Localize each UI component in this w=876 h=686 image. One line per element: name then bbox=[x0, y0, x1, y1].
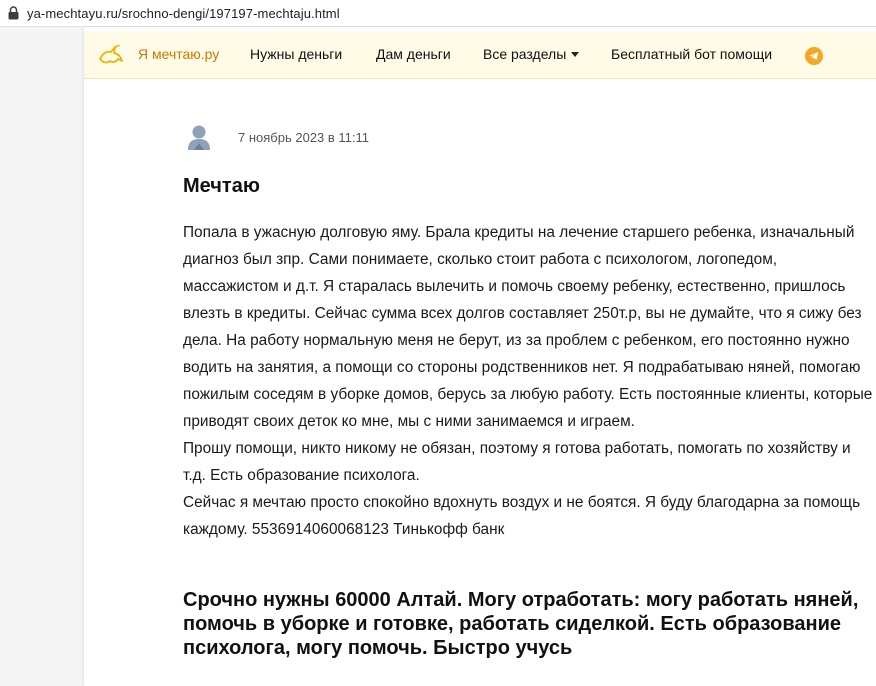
page-content bbox=[84, 27, 876, 686]
nav-free-bot[interactable]: Бесплатный бот помощи bbox=[611, 46, 773, 62]
url-text[interactable]: ya-mechtayu.ru/srochno-dengi/197197-mechtaju.html bbox=[27, 5, 340, 21]
site-logo-text[interactable]: Я мечтаю.ру bbox=[138, 46, 220, 62]
post-title: Мечтаю bbox=[183, 175, 260, 197]
chevron-down-icon bbox=[571, 52, 579, 57]
nav-need-money[interactable]: Нужны деньги bbox=[250, 46, 343, 62]
lock-icon bbox=[8, 6, 19, 20]
post-paragraph: Сейчас я мечтаю просто спокойно вдохнуть воздух и не боятся. Я буду благодарна за помощь каждому. 5536914060068123 Тинькофф банк bbox=[183, 494, 861, 538]
nav-give-money[interactable]: Дам деньги bbox=[376, 46, 451, 62]
site-header bbox=[84, 31, 876, 79]
nav-all-sections[interactable] bbox=[483, 46, 579, 62]
user-avatar-icon bbox=[187, 125, 211, 151]
unicorn-logo-icon[interactable] bbox=[98, 45, 124, 65]
telegram-icon[interactable] bbox=[805, 47, 823, 65]
post-paragraph: Прошу помощи, никто никому не обязан, поэтому я готова работать, помогать по хозяйству и т.д. Есть образование психолога. bbox=[183, 440, 851, 484]
post-body bbox=[183, 219, 873, 543]
post-date: 7 ноябрь 2023 в 11:11 bbox=[238, 130, 370, 145]
post-subtitle: Срочно нужны 60000 Алтай. Могу отработать: могу работать няней, помочь в уборке и готовке, работать сиделкой. Есть образование психолога, могу помочь. Быстро учусь bbox=[183, 589, 859, 659]
nav-all-sections-label: Все разделы bbox=[483, 46, 567, 62]
post-paragraph: Попала в ужасную долговую яму. Брала кредиты на лечение старшего ребенка, изначальный диагноз был зпр. Сами понимаете, сколько стоит работа с психологом, логопедом, массажистом и д.т. Я старалась вылечить и помочь своему ребенку, естественно, пришлось влезть в кредиты. Сейчас сумма всех долгов составляет 250т.р, вы не думайте, что я сижу без дела. На работу нормальную меня не берут, из за проблем с ребенком, его постоянно нужно водить на занятия, а помощи со стороны родственников нет. Я подрабатываю няней, помогаю пожилым соседям в уборке домов, берусь за любую работу. Есть постоянные клиенты, которые приводят своих деток ко мне, мы с ними занимаемся и играем. bbox=[183, 224, 873, 430]
browser-address-bar[interactable] bbox=[0, 0, 876, 27]
